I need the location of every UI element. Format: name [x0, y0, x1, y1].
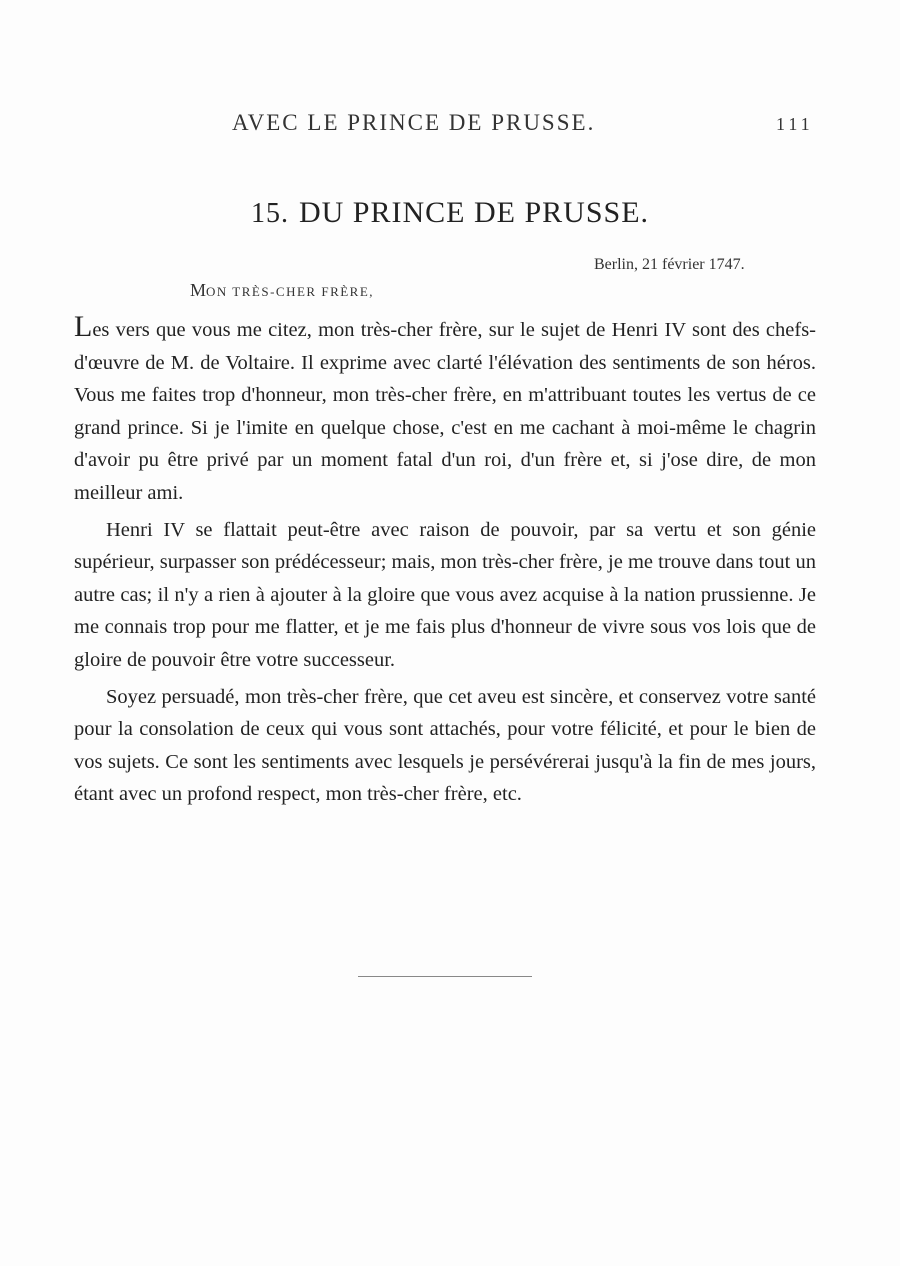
paragraph-2: Henri IV se flattait peut-être avec raison de pouvoir, par sa vertu et son génie supérieur, surpasser son prédécesseur; mais, mon très-cher frère, je me trouve dans tout un autre cas; il n'y a rien à ajouter à la gloire que vous avez acquise à la nation prussienne. Je me connais trop pour me flatter, et je me fais plus d'honneur de vivre sous vos lois que de gloire de pouvoir être votre successeur.	[74, 518, 816, 671]
dateline: Berlin, 21 février 1747.	[594, 256, 745, 273]
paragraph-1	[74, 310, 816, 510]
running-head	[0, 110, 900, 140]
letter-body	[74, 310, 816, 815]
salutation-rest: TRÈS-CHER FRÈRE,	[227, 284, 375, 299]
salutation-initial: M	[190, 280, 207, 300]
initial-letter: L	[74, 310, 93, 343]
salutation	[190, 280, 374, 301]
letter-title: DU PRINCE DE PRUSSE.	[298, 196, 650, 229]
letter-number: 15.	[250, 198, 289, 229]
page-number: 111	[776, 114, 814, 134]
letter-heading	[0, 196, 900, 230]
salutation-on: ON	[206, 284, 228, 299]
end-rule	[358, 976, 532, 977]
running-title: AVEC LE PRINCE DE PRUSSE.	[232, 110, 596, 135]
paragraph-1-text: es vers que vous me citez, mon très-cher frère, sur le sujet de Henri IV sont des chefs-d'œuvre de M. de Voltaire. Il exprime avec clarté l'élévation des sentiments de son héros. Vous me faites trop d'honneur, mon très-cher frère, en m'attribuant toutes les vertus de ce grand prince. Si je l'imite en quelque chose, c'est en me cachant à moi-même le chagrin d'avoir pu être privé par un moment fatal d'un roi, d'un frère et, si j'ose dire, de mon meilleur ami.	[74, 319, 816, 504]
paragraph-3: Soyez persuadé, mon très-cher frère, que cet aveu est sincère, et conservez votre santé pour la consolation de ceux qui vous sont attachés, pour votre félicité, et pour le bien de vos sujets. Ce sont les sentiments avec lesquels je persévérerai jusqu'à la fin de mes jours, étant avec un profond respect, mon très-cher frère, etc.	[74, 685, 816, 806]
